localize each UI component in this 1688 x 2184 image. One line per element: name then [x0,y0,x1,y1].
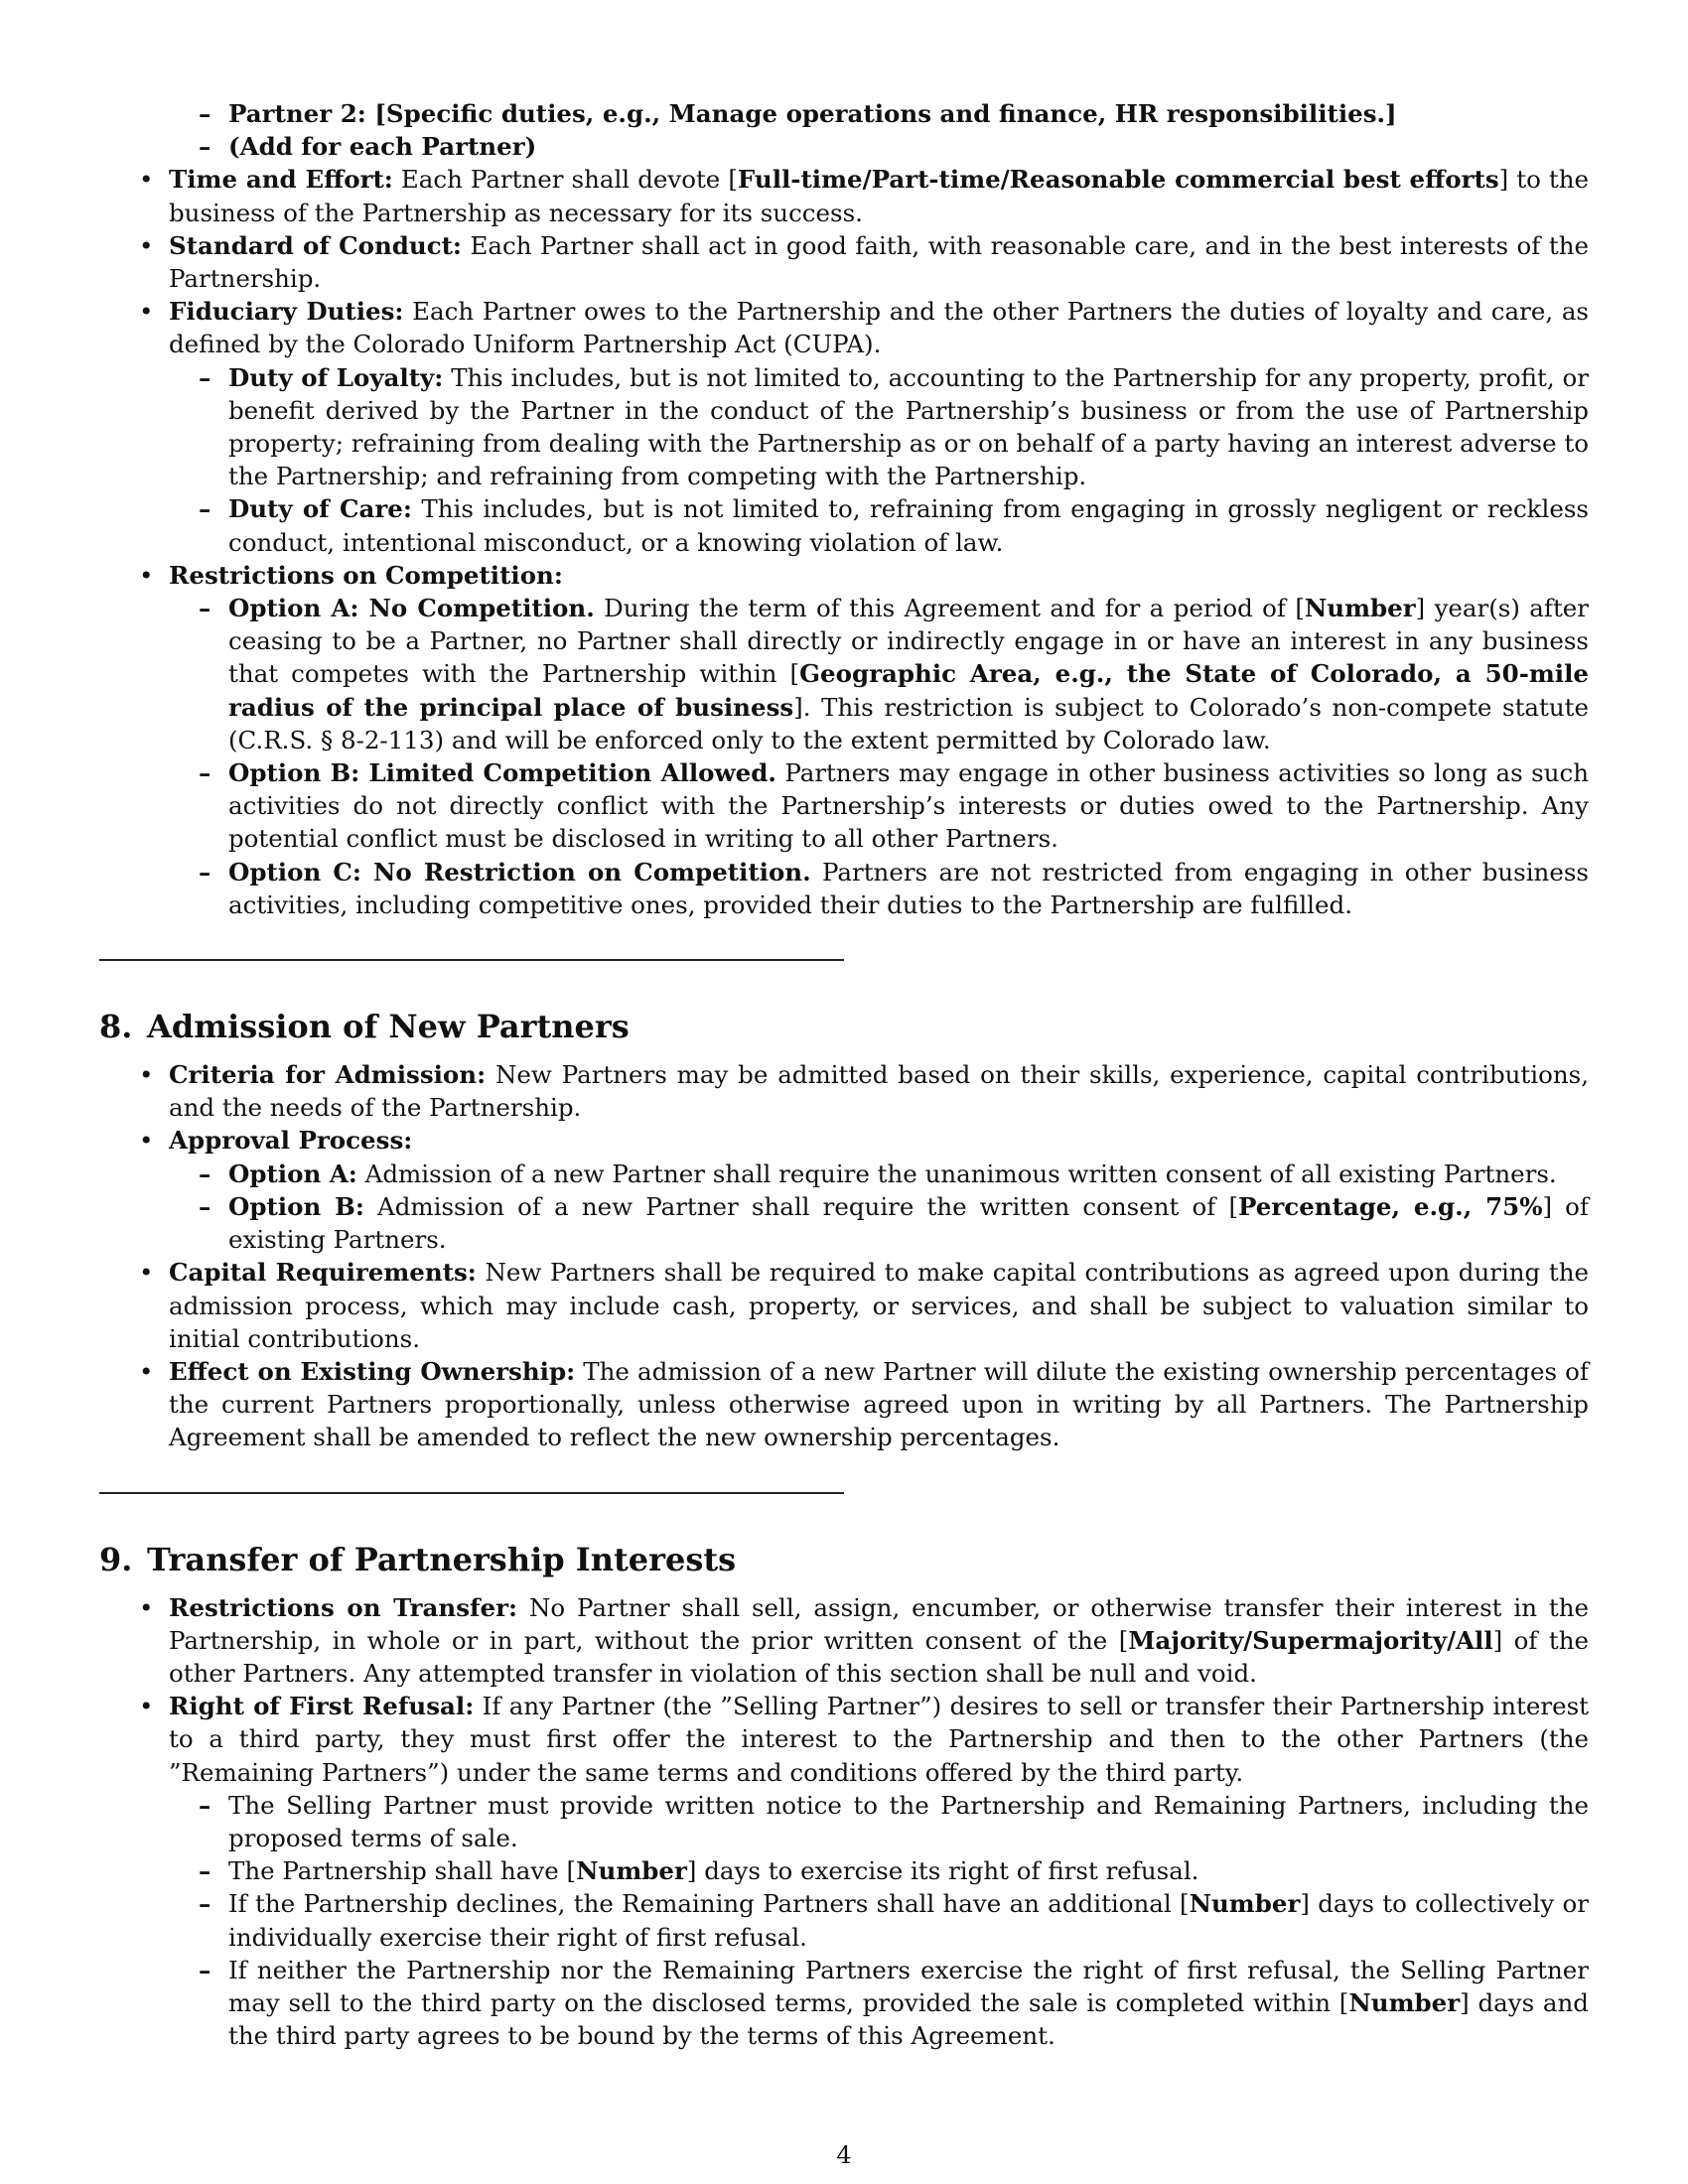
list-item [99,1854,1589,1887]
item-text: ] of existing Partners. [228,1191,1589,1255]
item-label: Time and Effort: [169,165,393,195]
item-text: If any Partner (the ”Selling Partner”) desires to sell or transfer their Partnership interest to a third party, they must first offer the interest to the Partnership and then to the other Partners (the ”Remaining Partners”) under the same terms and conditions offered by the third party. [169,1692,1590,1787]
item-label: Capital Requirements: [169,1258,477,1288]
section-heading [99,1007,1589,1046]
item-label: Option B: [228,1191,364,1221]
list-item [99,1256,1589,1355]
item-label: Option C: No Restriction on Competition. [228,857,811,887]
list-item [99,1124,1589,1157]
item-text: ]. This restriction is subject to Colorado’s non-compete statute (C.R.S. § 8-2-113) and will be enforced only to the extent permitted by Colorado law. [228,692,1590,754]
item-text: During the term of this Agreement and for a period of [ [594,594,1305,623]
item-label: Criteria for Admission: [169,1060,487,1090]
placeholder-text: Geographic Area, e.g., the State of Colorado, a 50-mile radius of the principal place of business [228,659,1589,722]
duties-list [99,97,1589,921]
item-text: [Specific duties, e.g., Manage operations and finance, HR responsibilities.] [365,99,1397,128]
item-text: ] year(s) after ceasing to be a Partner, no Partner shall directly or indirectly engage in or have an interest in any business that competes with the Partnership within [ [228,594,1590,689]
page-number: 4 [836,2141,852,2169]
admission-list [99,1058,1589,1453]
list-item [99,361,1589,493]
item-label: Option A: No Competition. [228,594,595,623]
item-label: Option B: Limited Competition Allowed. [228,758,776,788]
list-item [99,1190,1589,1256]
item-text: ] to the business of the Partnership as necessary for its success. [169,165,1589,227]
section-number: 9. [99,1540,133,1578]
section-divider [99,959,844,961]
list-item [99,1355,1589,1454]
item-text: This includes, but is not limited to, refraining from engaging in grossly negligent or reckless conduct, intentional misconduct, or a knowing violation of law. [228,494,1589,557]
list-item [99,1789,1589,1854]
placeholder-text: Percentage, e.g., 75% [1238,1191,1543,1221]
item-text: Admission of a new Partner shall require the written consent of [ [363,1191,1239,1221]
item-text: Each Partner shall act in good faith, with reasonable care, and in the best interests of the Partnership. [169,230,1589,294]
item-text: Each Partner shall devote [ [392,165,738,195]
item-label: Option A: [228,1159,357,1188]
placeholder-text: Number [1304,594,1416,623]
item-text: ] days and the third party agrees to be bound by the terms of this Agreement. [228,1987,1589,2051]
item-text: The Partnership shall have [ [228,1856,577,1886]
item-text: If the Partnership declines, the Remaining Partners shall have an additional [ [228,1889,1190,1919]
item-label: Partner 2: [228,99,366,128]
item-text: This includes, but is not limited to, accounting to the Partnership for any property, profit, or benefit derived by the Partner in the conduct of the Partnership’s business or from the use of Partnership property; refraining from dealing with the Partnership as or on behalf of a party having an interest adverse to the Partnership; and refraining from competing with the Partnership. [228,362,1589,491]
section-title: Transfer of Partnership Interests [147,1540,737,1578]
placeholder-text: Number [1189,1889,1301,1919]
item-label: Duty of Care: [228,494,412,524]
list-item [99,295,1589,360]
list-item [99,1887,1589,1953]
list-item [99,1158,1589,1190]
section-number: 8. [99,1008,133,1046]
item-text: If neither the Partnership nor the Remaining Partners exercise the right of first refusal, the Selling Partner may sell to the third party on the disclosed terms, provided the sale is completed within [ [228,1955,1589,2017]
item-text: The admission of a new Partner will dilute the existing ownership percentages of the current Partners proportionally, unless otherwise agreed upon in writing by all Partners. The Partnership Agreement shall be amended to reflect the new ownership percentages. [169,1356,1589,1452]
list-item [99,1690,1589,1789]
item-label: Approval Process: [169,1126,413,1156]
item-text: Partners may engage in other business activities so long as such activities do not directly conflict with the Partnership’s interests or duties owed to the Partnership. Any potential conflict must be disclosed in writing to all other Partners. [228,758,1590,854]
page-content [99,97,1589,2052]
item-label: Fiduciary Duties: [169,297,404,327]
section-divider [99,1492,844,1494]
transfer-list [99,1591,1589,2053]
item-label: Right of First Refusal: [169,1692,475,1721]
list-item [99,492,1589,558]
item-label: Standard of Conduct: [169,230,462,260]
placeholder-text: Number [576,1856,687,1886]
item-text: ] days to exercise its right of first refusal. [686,1856,1199,1886]
item-text: ] days to collectively or individually exercise their right of first refusal. [228,1889,1589,1952]
list-item [99,229,1589,295]
placeholder-text: Number [1348,1987,1461,2017]
item-label: Duty of Loyalty: [228,362,444,392]
item-label: Effect on Existing Ownership: [169,1356,576,1386]
list-item [99,1954,1589,2053]
list-item [99,97,1589,130]
item-label: (Add for each Partner) [228,132,537,162]
list-item [99,559,1589,592]
item-text: The Selling Partner must provide written notice to the Partnership and Remaining Partners, including the proposed terms of sale. [228,1790,1589,1852]
item-text: Each Partner owes to the Partnership and the other Partners the duties of loyalty and care, as defined by the Colorado Uniform Partnership Act (CUPA). [169,297,1589,359]
list-item [99,1591,1589,1691]
section-heading [99,1540,1589,1579]
item-text: Admission of a new Partner shall require the unanimous written consent of all existing Partners. [356,1159,1557,1188]
list-item [99,592,1589,756]
list-item [99,1058,1589,1124]
item-label: Restrictions on Transfer: [169,1592,518,1622]
item-text: ] of the other Partners. Any attempted transfer in violation of this section shall be null and void. [169,1625,1589,1688]
list-item [99,163,1589,228]
list-item [99,130,1589,163]
item-text: New Partners shall be required to make capital contributions as agreed upon during the admission process, which may include cash, property, or services, and shall be subject to valuation similar to initial contributions. [169,1258,1589,1353]
placeholder-text: Full-time/Part-time/Reasonable commercial best efforts [737,165,1499,195]
item-text: Partners are not restricted from engaging in other business activities, including competitive ones, provided their duties to the Partnership are fulfilled. [228,857,1589,919]
section-title: Admission of New Partners [147,1008,630,1046]
item-text: No Partner shall sell, assign, encumber, or otherwise transfer their interest in the Partnership, in whole or in part, without the prior written consent of the [ [169,1592,1589,1655]
list-item [99,856,1589,921]
item-text: New Partners may be admitted based on their skills, experience, capital contributions, and the needs of the Partnership. [169,1060,1589,1123]
item-label: Restrictions on Competition: [169,560,563,590]
placeholder-text: Majority/Supermajority/All [1128,1625,1493,1655]
list-item [99,756,1589,856]
